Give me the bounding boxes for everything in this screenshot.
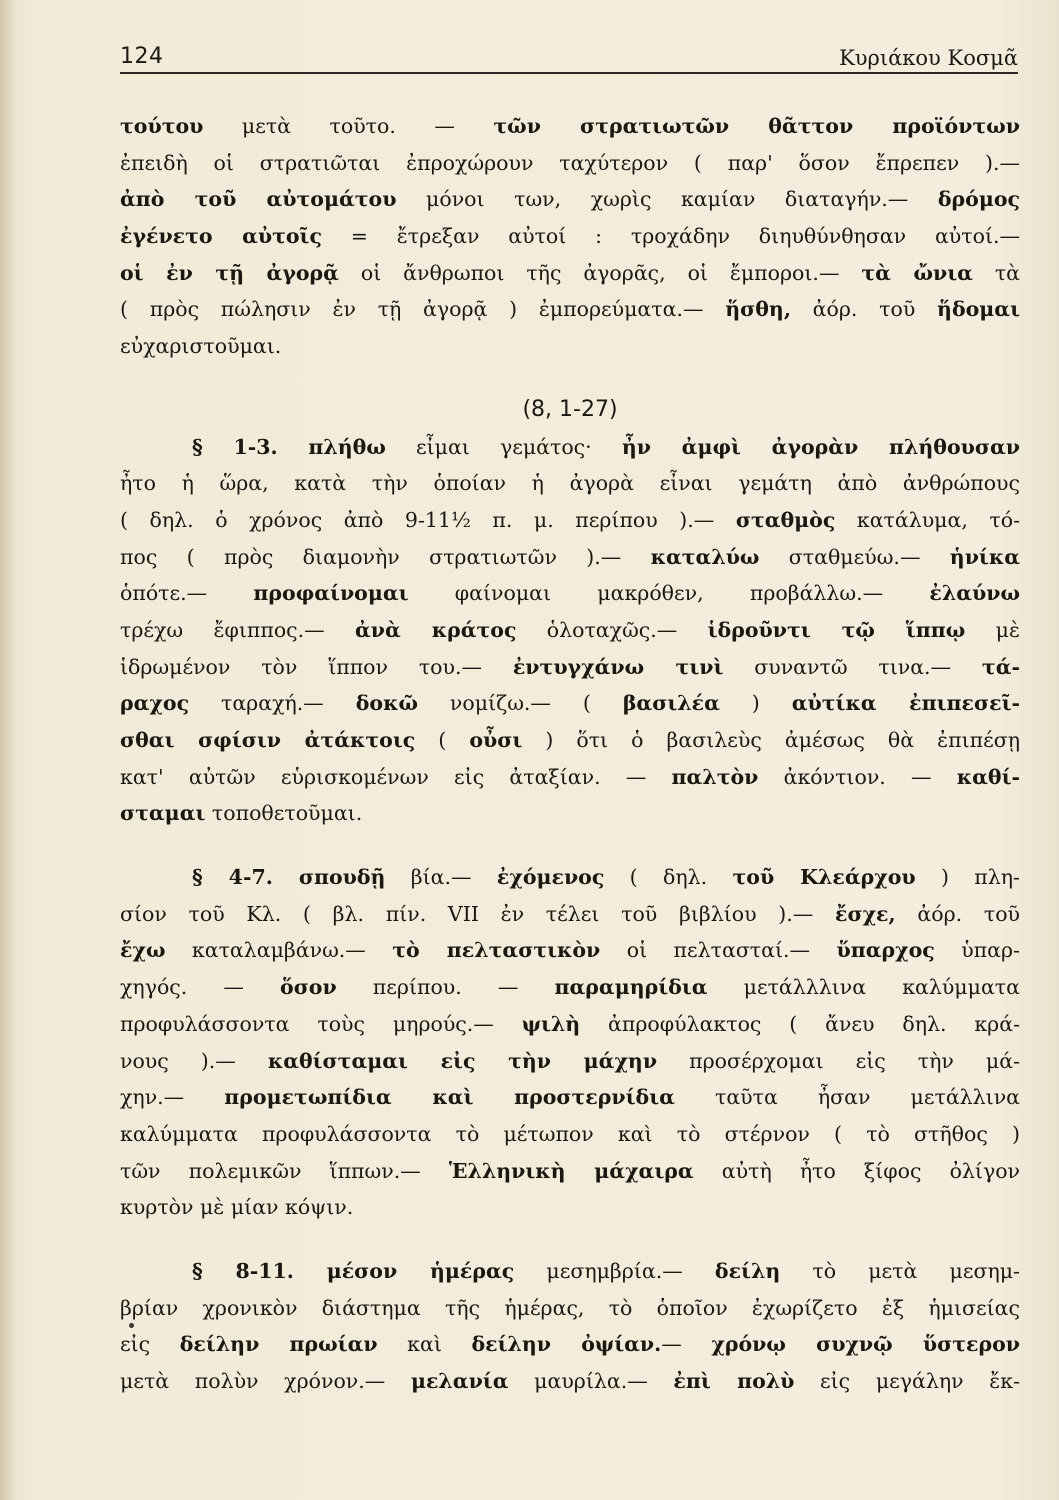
text-line	[120, 649, 1020, 686]
gloss-text: νομίζω.— (	[417, 691, 623, 716]
gloss-text: περίπου. —	[336, 975, 555, 1000]
gloss-text: μετάλλλινα καλύμματα	[707, 975, 1020, 1000]
text-line	[120, 1326, 1020, 1363]
gloss-text: ταραχή.—	[189, 691, 356, 716]
gloss-text: τῶν πολεμικῶν ἵππων.—	[120, 1158, 449, 1183]
lemma-term: ἐγένετο αὐτοῖς	[120, 224, 322, 249]
lemma-term: ἐχόμενος	[496, 865, 605, 890]
lemma-term: δείλη	[714, 1258, 781, 1283]
lemma-term: σθαι σφίσιν ἀτάκτοις	[120, 728, 416, 752]
gloss-text: = ἔτρεξαν αὐτοί : τροχάδην διηυθύνθησαν αὐτοί.—	[321, 224, 1020, 249]
text-line	[120, 145, 1020, 182]
lemma-term: μέσον ἡμέρας	[326, 1258, 515, 1283]
gloss-text: οἱ πελτασταί.—	[600, 938, 837, 963]
gloss-text: ἀκόντιον. —	[758, 764, 957, 789]
paragraph-gap	[120, 832, 1020, 859]
lemma-term: τά-	[981, 654, 1020, 679]
lemma-term: δρόμος	[937, 187, 1020, 212]
lemma-term: αὐτίκα ἐπιπεσεῖ-	[791, 691, 1020, 716]
text-line	[120, 539, 1020, 576]
gloss-text: ἱδρωμένον τὸν ἵππον του.—	[120, 654, 513, 679]
gloss-text: αὐτὴ ἦτο ξίφος ὀλίγον	[693, 1158, 1020, 1183]
gloss-text: προφυλάσσοντα τοὺς μηρούς.—	[120, 1011, 522, 1036]
paragraph-3	[120, 859, 1020, 1226]
text-line	[120, 1363, 1020, 1400]
lemma-term: σπουδῇ	[298, 865, 386, 890]
gloss-text: χηγός. —	[120, 975, 281, 1000]
lemma-term: ἦν ἀμφὶ ἀγορὰν πλήθουσαν	[621, 434, 1020, 459]
gloss-text: ὑπαρ-	[934, 938, 1020, 963]
lemma-term: ἥδομαι	[937, 297, 1020, 322]
gloss-text: εἰς μεγάλην ἔκ-	[794, 1369, 1020, 1393]
lemma-term: παραμηρίδια	[554, 975, 708, 1000]
lemma-term: οἱ ἐν τῇ ἀγορᾷ	[120, 260, 339, 285]
lemma-term: ὅσον	[280, 975, 337, 1000]
gloss-text: ἐπειδὴ οἱ στρατιῶται ἐπροχώρουν ταχύτερον ( παρ' ὅσον ἔπρεπεν ).—	[120, 150, 1020, 175]
gloss-text: ἀπροφύλακτος ( ἄνευ δηλ. κρά-	[580, 1011, 1020, 1036]
text-line	[120, 502, 1020, 539]
gloss-text: μετὰ τοῦτο. —	[203, 114, 494, 138]
gloss-text: καταλαμβάνω.—	[165, 938, 393, 963]
lemma-term: ψιλὴ	[521, 1011, 581, 1036]
lemma-term: Ἑλληνικὴ μάχαιρα	[448, 1158, 694, 1183]
paragraph-4	[120, 1253, 1020, 1400]
gloss-text: μόνοι των, χωρὶς καμίαν διαταγήν.—	[396, 187, 938, 212]
text-line	[120, 612, 1020, 649]
page-text	[120, 108, 1020, 1400]
lemma-term: προμετωπίδια καὶ προστερνίδια	[224, 1085, 675, 1110]
gloss-text: ἀόρ. τοῦ	[895, 901, 1020, 926]
gloss-text: τοποθετοῦμαι.	[205, 801, 363, 826]
text-line	[120, 932, 1020, 969]
gloss-text: μετὰ πολὺν χρόνον.—	[120, 1369, 411, 1393]
lemma-term: τὸ πελταστικὸν	[392, 938, 601, 963]
gloss-text: χην.—	[120, 1085, 225, 1110]
text-line	[120, 328, 1020, 365]
text-line	[120, 1290, 1020, 1327]
gloss-text: κατάλυμα, τό-	[835, 507, 1020, 532]
lemma-term: οὖσι	[469, 728, 523, 752]
text-line	[120, 575, 1020, 612]
lemma-term: ἱδροῦντι τῷ ἵππῳ	[707, 617, 966, 642]
gloss-text: (	[415, 728, 470, 752]
gloss-text: ἀόρ. τοῦ	[790, 297, 938, 322]
gloss-text: ( πρὸς πώλησιν ἐν τῇ ἀγορᾷ ) ἐμπορεύματα.—	[120, 297, 726, 322]
gloss-text: ταῦτα ἦσαν μετάλλινα	[674, 1085, 1020, 1110]
header-rule	[120, 72, 1018, 74]
text-line	[120, 255, 1020, 292]
lemma-term: καταλύω	[650, 544, 760, 569]
text-line	[120, 429, 1020, 466]
gloss-text: —	[661, 1332, 712, 1357]
paragraph-2	[120, 429, 1020, 833]
lemma-term: ἀπὸ τοῦ αὐτομάτου	[120, 187, 397, 212]
lemma-term: καθίσταμαι εἰς τὴν μάχην	[267, 1048, 658, 1073]
text-line	[120, 108, 1020, 145]
lemma-term: προφαίνομαι	[253, 581, 409, 606]
text-line	[120, 685, 1020, 722]
text-line	[120, 291, 1020, 328]
lemma-term: § 1-3.	[192, 434, 309, 459]
gloss-text: βρίαν χρονικὸν διάστημα τῆς ἡμέρας, τὸ ὁποῖον ἐχωρίζετο ἐξ ἡμισείας	[120, 1295, 1020, 1320]
lemma-term: παλτὸν	[671, 764, 759, 789]
lemma-term: τοῦ Κλεάρχου	[732, 865, 916, 890]
gloss-text: καλύμματα προφυλάσσοντα τὸ μέτωπον καὶ τὸ στέρνον ( τὸ στῆθος )	[120, 1121, 1020, 1146]
gloss-text: σταθμεύω.—	[759, 544, 950, 569]
lemma-term: σταμαι	[120, 801, 206, 826]
gloss-text: εἶμαι γεμάτος·	[385, 434, 622, 459]
gloss-text: προσέρχομαι εἰς τὴν μά-	[657, 1048, 1020, 1073]
text-line	[120, 795, 1020, 832]
lemma-term: τῶν στρατιωτῶν θᾶττον προϊόντων	[493, 114, 1020, 138]
gloss-text: τὸ μετὰ μεσημ-	[780, 1258, 1020, 1283]
text-line	[120, 896, 1020, 933]
lemma-term: ἔσχε,	[835, 901, 896, 926]
lemma-term: μελανία	[410, 1369, 509, 1393]
text-line	[120, 722, 1020, 759]
lemma-term: καθί-	[956, 764, 1020, 789]
gloss-text: μὲ	[965, 617, 1020, 642]
gloss-text: κυρτὸν μὲ μίαν κόψιν.	[120, 1195, 354, 1220]
lemma-term: τούτου	[120, 114, 204, 138]
margin-dot	[129, 1323, 134, 1328]
lemma-term: ραχος	[120, 691, 190, 716]
paragraph-1	[120, 108, 1020, 365]
gloss-text: συναντῶ τινα.—	[723, 654, 982, 679]
gloss-text: ἦτο ἡ ὥρα, κατὰ τὴν ὁποίαν ἡ ἀγορὰ εἶναι γεμάτη ἀπὸ ἀνθρώπους	[120, 471, 1020, 496]
gloss-text: μεσημβρία.—	[514, 1258, 715, 1283]
lemma-term: δείλην ὀψίαν.	[471, 1332, 662, 1357]
lemma-term: ὕπαρχος	[836, 938, 935, 963]
lemma-term: ἡνίκα	[949, 544, 1020, 569]
text-line	[120, 1116, 1020, 1153]
text-line	[120, 181, 1020, 218]
gloss-text: κατ' αὐτῶν εὑρισκομένων εἰς ἀταξίαν. —	[120, 764, 672, 789]
text-line	[120, 1006, 1020, 1043]
page-number: 124	[120, 44, 164, 69]
gloss-text: εὐχαριστοῦμαι.	[120, 334, 282, 359]
text-line	[120, 465, 1020, 502]
lemma-term: ἐλαύνω	[929, 581, 1020, 606]
gloss-text: ( δηλ.	[604, 865, 733, 890]
lemma-term: ἐπὶ πολὺ	[673, 1369, 795, 1393]
gloss-text: καὶ	[377, 1332, 472, 1357]
lemma-term: βασιλέα	[622, 691, 720, 716]
gloss-text: τρέχω ἔφιππος.—	[120, 617, 355, 642]
lemma-term: § 8-11.	[192, 1258, 327, 1283]
gloss-text: μαυρίλα.—	[508, 1369, 674, 1393]
gloss-text: εἰς	[120, 1332, 180, 1357]
text-line	[120, 759, 1020, 796]
text-line	[120, 859, 1020, 896]
gloss-text: νους ).—	[120, 1048, 268, 1073]
lemma-term: σταθμὸς	[735, 507, 836, 532]
gloss-text: πος ( πρὸς διαμονὴν στρατιωτῶν ).—	[120, 544, 651, 569]
gloss-text: βία.—	[385, 865, 497, 890]
gloss-text: ὁλοταχῶς.—	[516, 617, 708, 642]
lemma-term: ἥσθη,	[725, 297, 791, 322]
gloss-text: τὰ	[972, 260, 1020, 285]
section-heading: (8, 1-27)	[522, 396, 618, 422]
lemma-term: πλήθω	[308, 434, 386, 459]
gloss-text: ) πλη-	[915, 865, 1020, 890]
text-line	[120, 1189, 1020, 1226]
text-line	[120, 1253, 1020, 1290]
lemma-term: δείλην πρωίαν	[179, 1332, 378, 1357]
gloss-text: ) ὅτι ὁ βασιλεὺς ἀμέσως θὰ ἐπιπέσῃ	[522, 728, 1020, 752]
text-line	[120, 218, 1020, 255]
lemma-term: δοκῶ	[355, 691, 418, 716]
gloss-text: σίον τοῦ Κλ. ( βλ. πίν. VII ἐν τέλει τοῦ βιβλίου ).—	[120, 901, 835, 926]
text-line	[120, 1043, 1020, 1080]
page-binding-shadow	[0, 0, 14, 1500]
gloss-text: φαίνομαι μακρόθεν, προβάλλω.—	[408, 581, 930, 606]
gloss-text: ὁπότε.—	[120, 581, 254, 606]
gloss-text: οἱ ἄνθρωποι τῆς ἀγορᾶς, οἱ ἔμποροι.—	[338, 260, 862, 285]
running-title: Κυριάκου Κοσμᾶ	[839, 46, 1018, 70]
lemma-term: ἐντυγχάνω τινὶ	[512, 654, 724, 679]
page-header	[120, 40, 1018, 74]
lemma-term: ἔχω	[120, 938, 166, 963]
lemma-term: ἀνὰ κράτος	[355, 617, 517, 642]
text-line	[120, 969, 1020, 1006]
paragraph-gap	[120, 365, 1020, 392]
lemma-term: § 4-7.	[192, 865, 299, 890]
lemma-term: χρόνῳ συχνῷ ὕστερον	[711, 1332, 1020, 1357]
gloss-text: ( δηλ. ὁ χρόνος ἀπὸ 9-11½ π. μ. περίπου ).—	[120, 507, 736, 532]
text-line	[120, 1153, 1020, 1190]
paragraph-gap	[120, 1226, 1020, 1253]
text-line	[120, 1079, 1020, 1116]
lemma-term: τὰ ὤνια	[861, 260, 973, 285]
gloss-text: )	[719, 691, 792, 716]
